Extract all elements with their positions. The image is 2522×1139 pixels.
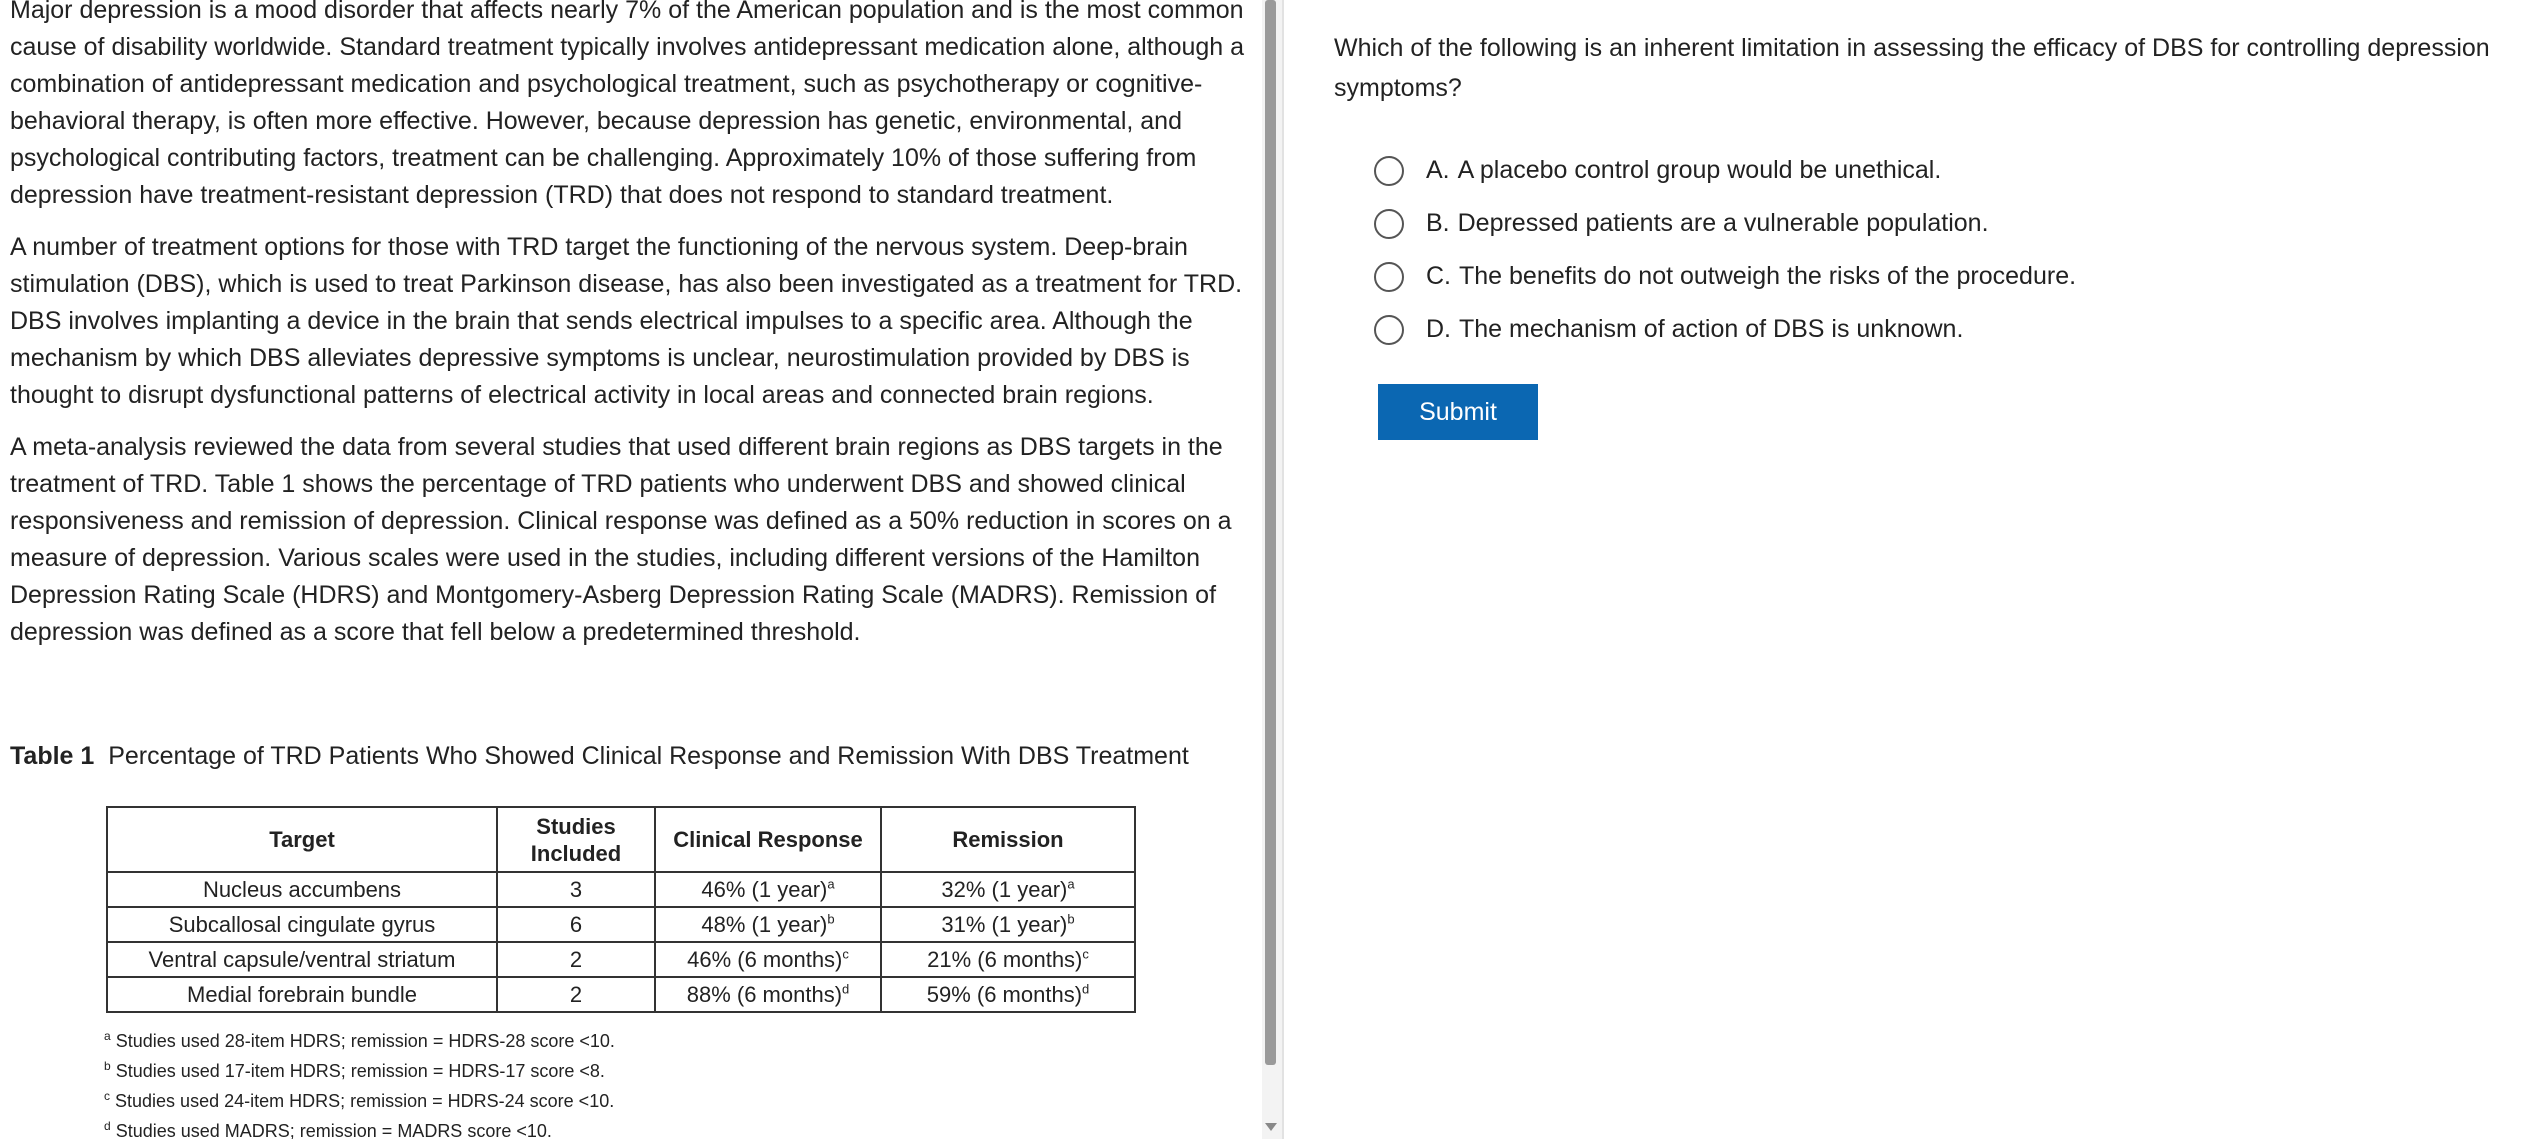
question-pane (1284, 0, 2522, 1139)
cell-remission: 21% (6 months)$^c$ (881, 942, 1135, 977)
cell-target: Nucleus accumbens (107, 872, 497, 907)
passage-paragraph-3: A meta-analysis reviewed the data from several studies that used different brain regions as DBS targets in the treatment of TRD. Table 1 shows the percentage of TRD patients who underwent DBS and showed clinical responsiveness and remission of depression. Clinical response was defined as a 50% reduction in scores on a measure of depression. Various scales were used in the studies, including different versions of the Hamilton Depression Rating Scale (HDRS) and Montgomery-Asberg Depression Rating Scale (MADRS). Remission of depression was defined as a score that fell below a predetermined threshold. (10, 433, 1232, 646)
option-letter: C. (1426, 262, 1451, 290)
cell-remission: 31% (1 year)$^b$ (881, 907, 1135, 942)
cell-studies: 2 (497, 942, 655, 977)
table-row (107, 942, 1135, 977)
scroll-down-arrow-icon[interactable] (1265, 1123, 1277, 1131)
table-header-row (107, 807, 1135, 872)
cell-target: Subcallosal cingulate gyrus (107, 907, 497, 942)
cell-studies: 3 (497, 872, 655, 907)
header-target: Target (107, 807, 497, 872)
footnote: $^d$ Studies used MADRS; remission = MADRS score <10. (104, 1119, 552, 1139)
cell-response: 46% (6 months)$^c$ (655, 942, 881, 977)
option-text: A placebo control group would be unethical. (1457, 156, 1942, 184)
table-label: Table 1 (10, 742, 95, 770)
option-text: Depressed patients are a vulnerable population. (1457, 209, 1989, 237)
footnote: $^b$ Studies used 17-item HDRS; remission = HDRS-17 score <8. (104, 1059, 605, 1081)
cell-studies: 6 (497, 907, 655, 942)
option-letter: D. (1426, 315, 1451, 343)
radio-button-icon[interactable] (1374, 315, 1404, 345)
answer-option-c[interactable] (1374, 250, 2076, 303)
option-letter: B. (1426, 209, 1450, 237)
footnote: $^c$ Studies used 24-item HDRS; remission = HDRS-24 score <10. (104, 1089, 615, 1111)
scrollbar-thumb[interactable] (1265, 0, 1276, 1065)
table-footnotes (104, 1026, 615, 1139)
table-row (107, 872, 1135, 907)
cell-response: 88% (6 months)$^d$ (655, 977, 881, 1012)
cell-remission: 32% (1 year)$^a$ (881, 872, 1135, 907)
radio-button-icon[interactable] (1374, 156, 1404, 186)
header-remission: Remission (881, 807, 1135, 872)
option-text: The benefits do not outweigh the risks of the procedure. (1459, 262, 2077, 290)
submit-button[interactable]: Submit (1378, 384, 1538, 440)
radio-button-icon[interactable] (1374, 262, 1404, 292)
question-stem: Which of the following is an inherent limitation in assessing the efficacy of DBS for controlling depression symptoms? (1334, 34, 2490, 102)
cell-response: 48% (1 year)$^b$ (655, 907, 881, 942)
answer-option-b[interactable] (1374, 197, 2076, 250)
cell-response: 46% (1 year)$^a$ (655, 872, 881, 907)
answer-options (1374, 144, 2076, 356)
header-studies: Studies Included (497, 807, 655, 872)
footnote: $^a$ Studies used 28-item HDRS; remission = HDRS-28 score <10. (104, 1029, 615, 1051)
passage-paragraph-2: A number of treatment options for those with TRD target the functioning of the nervous system. Deep-brain stimulation (DBS), which is used to treat Parkinson disease, has also been investigated as a treatment for TRD. DBS involves implanting a device in the brain that sends electrical impulses to a specific area. Although the mechanism by which DBS alleviates depressive symptoms is unclear, neurostimulation provided by DBS is thought to disrupt dysfunctional patterns of electrical activity in local areas and connected brain regions. (10, 233, 1243, 409)
passage-paragraph-1: Major depression is a mood disorder that affects nearly 7% of the American population and is the most common cause of disability worldwide. Standard treatment typically involves antidepressant medication alone, although a combination of antidepressant medication and psychological treatment, such as psychotherapy or cognitive-behavioral therapy, is often more effective. However, because depression has genetic, environmental, and psychological contributing factors, treatment can be challenging. Approximately 10% of those suffering from depression have treatment-resistant depression (TRD) that does not respond to standard treatment. (10, 0, 1245, 209)
cell-target: Ventral capsule/ventral striatum (107, 942, 497, 977)
cell-target: Medial forebrain bundle (107, 977, 497, 1012)
radio-button-icon[interactable] (1374, 209, 1404, 239)
header-clinical-response: Clinical Response (655, 807, 881, 872)
table-caption (10, 738, 1189, 775)
answer-option-d[interactable] (1374, 303, 2076, 356)
cell-remission: 59% (6 months)$^d$ (881, 977, 1135, 1012)
table-title: Percentage of TRD Patients Who Showed Clinical Response and Remission With DBS Treatment (108, 742, 1189, 770)
passage-text (10, 0, 1255, 666)
results-table (106, 806, 1136, 1013)
answer-option-a[interactable] (1374, 144, 2076, 197)
passage-scrollbar[interactable] (1262, 0, 1282, 1139)
table-row (107, 907, 1135, 942)
cell-studies: 2 (497, 977, 655, 1012)
table-row (107, 977, 1135, 1012)
option-letter: A. (1426, 156, 1450, 184)
option-text: The mechanism of action of DBS is unknown. (1459, 315, 1964, 343)
